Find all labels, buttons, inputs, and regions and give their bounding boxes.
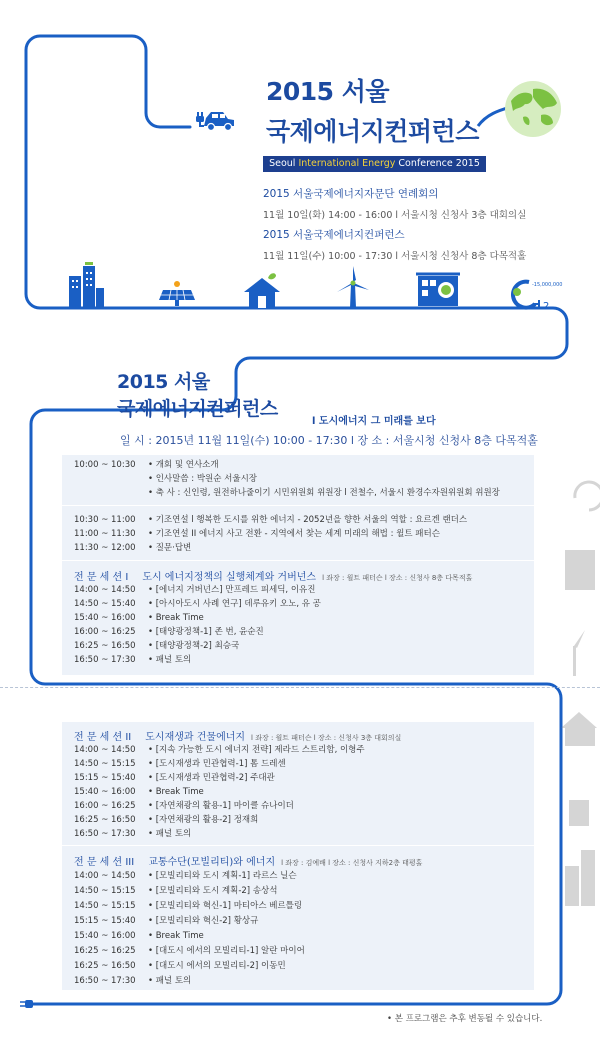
banner-text-c: Conference 2015 xyxy=(395,158,480,169)
schedule-row: 16:50 ~ 17:30 • 패널 토의 xyxy=(74,655,192,665)
svg-text:2: 2 xyxy=(543,301,550,310)
schedule-row: 14:50 ~ 15:40 • [아시아도시 사례 연구] 데루유키 오노, 유 공 xyxy=(74,599,321,609)
schedule-row: 16:50 ~ 17:30 • 패널 토의 xyxy=(74,976,192,986)
program-date-venue: 일 시 : 2015년 11월 11일(수) 10:00 - 17:30 l 장 소 : 서울시청 신청사 8층 다목적홀 xyxy=(120,434,538,447)
schedule-row: 14:50 ~ 15:15 • [모빌리티와 혁신-1] 마티아스 베르틀링 xyxy=(74,901,303,911)
event-title: 2015 서울국제에너지컨퍼런스 xyxy=(263,229,405,241)
hero-title-line1: 2015 서울 xyxy=(266,77,390,106)
schedule-row: 15:40 ~ 16:00 • Break Time xyxy=(74,613,204,623)
schedule-row: 10:00 ~ 10:30 • 개회 및 연사소개 xyxy=(74,460,219,470)
schedule-row: 16:50 ~ 17:30 • 패널 토의 xyxy=(74,829,192,839)
solar-panel-icon xyxy=(157,280,197,308)
session-2-header: 전 문 세 션 II 도시재생과 건물에너지 l 좌장 : 윌트 패터슨 l 장소 : 신청사 3층 대회의실 xyxy=(74,732,402,743)
green-house-icon xyxy=(242,272,282,308)
schedule-row: 15:15 ~ 15:40 • [모빌리티와 혁신-2] 황상규 xyxy=(74,916,259,926)
schedule-row: 16:25 ~ 16:50 • [태양광정책-2] 최승국 xyxy=(74,641,240,651)
event-title: 2015 서울국제에너지자문단 연례회의 xyxy=(263,188,439,200)
schedule-row: 15:40 ~ 16:00 • Break Time xyxy=(74,787,204,797)
schedule-row: 10:30 ~ 11:00 • 기조연설 l 행복한 도시를 위한 에너지 - 2052년을 향한 서울의 역할 : 요르겐 랜더스 xyxy=(74,515,468,525)
schedule-row: 16:25 ~ 16:25 • [대도시 에서의 모빌리티-1] 알란 마이어 xyxy=(74,946,305,956)
program-title-line2: 국제에너지컨퍼런스 xyxy=(117,398,278,420)
schedule-row: 14:50 ~ 15:15 • [모빌리티와 도시 계획-2] 송상석 xyxy=(74,886,278,896)
faded-decoration-icons xyxy=(555,470,600,910)
program-title-line1: 2015 서울 xyxy=(117,371,210,393)
event-detail: 11월 10일(화) 14:00 - 16:00 l 서울시청 신청사 3층 대회의실 xyxy=(263,210,527,221)
program-title xyxy=(117,370,278,422)
footnote: • 본 프로그램은 추후 변동될 수 있습니다. xyxy=(387,1014,543,1024)
english-banner xyxy=(263,156,486,172)
schedule-row: 15:15 ~ 15:40 • [도시재생과 민관협력-2] 주대관 xyxy=(74,773,275,783)
banner-text-highlight: International Energy xyxy=(298,158,396,169)
schedule-row: 16:25 ~ 16:50 • [자연채광의 활용-2] 정재희 xyxy=(74,815,259,825)
electric-car-icon xyxy=(192,106,237,132)
schedule-row: • 인사말씀 : 박원순 서울시장 xyxy=(148,474,258,484)
schedule-row: 14:50 ~ 15:15 • [도시재생과 민관협력-1] 톰 드레센 xyxy=(74,759,286,769)
recycling-truck-icon xyxy=(416,268,460,308)
hero-title xyxy=(266,76,479,148)
schedule-row: 16:25 ~ 16:50 • [대도시 에서의 모빌리티-2] 이동민 xyxy=(74,961,286,971)
wind-turbine-icon xyxy=(333,266,373,308)
program-subtitle: l 도시에너지 그 미래를 보다 xyxy=(312,416,436,427)
event-list xyxy=(263,186,526,262)
city-buildings-icon xyxy=(65,262,105,308)
session-1-header: 전 문 세 션 I 도시 에너지정책의 실행체계와 거버넌스 l 좌장 : 윌트 패터슨 l 장소 : 신청사 8층 다목적홀 xyxy=(74,572,473,583)
schedule-row: 14:00 ~ 14:50 • [모빌리티와 도시 계획-1] 라르스 닐슨 xyxy=(74,871,297,881)
co2-figure-label: -15,000,000 xyxy=(532,282,563,288)
session-3-header: 전 문 세 션 III 교통수단(모빌리티)와 에너지 l 좌장 : 김예배 l 장소 : 신청사 지하2층 태평홀 xyxy=(74,857,423,868)
schedule-row: 11:30 ~ 12:00 • 질문·답변 xyxy=(74,543,192,553)
schedule-row: 11:00 ~ 11:30 • 기조연설 II 에너지 사고 전환 - 지역에서 찾는 세계 미래의 해법 : 윌트 패터슨 xyxy=(74,529,440,539)
section-divider xyxy=(0,687,600,688)
schedule-row: 16:00 ~ 16:25 • [자연채광의 활용-1] 마이클 슈나이더 xyxy=(74,801,294,811)
schedule-row: 14:00 ~ 14:50 • [지속 가능한 도시 에너지 전략] 제라드 스트리함, 이형주 xyxy=(74,745,365,755)
schedule-row: 16:00 ~ 16:25 • [태양광정책-1] 존 번, 윤순진 xyxy=(74,627,264,637)
banner-text-a: Seoul xyxy=(269,158,299,169)
hero-title-line2: 국제에너지컨퍼런스 xyxy=(266,117,479,146)
globe-icon xyxy=(503,79,563,139)
schedule-row: 14:00 ~ 14:50 • [에너지 거버넌스] 만프레드 피세딕, 이유진 xyxy=(74,585,316,595)
event-detail: 11월 11일(수) 10:00 - 17:30 l 서울시청 신청사 8층 다목적홀 xyxy=(263,251,527,262)
schedule-row: • 축 사 : 신인령, 원전하나줄이기 시민위원회 위원장 l 전철수, 서울시 환경수자원위원회 위원장 xyxy=(148,488,500,498)
schedule-row: 15:40 ~ 16:00 • Break Time xyxy=(74,931,204,941)
